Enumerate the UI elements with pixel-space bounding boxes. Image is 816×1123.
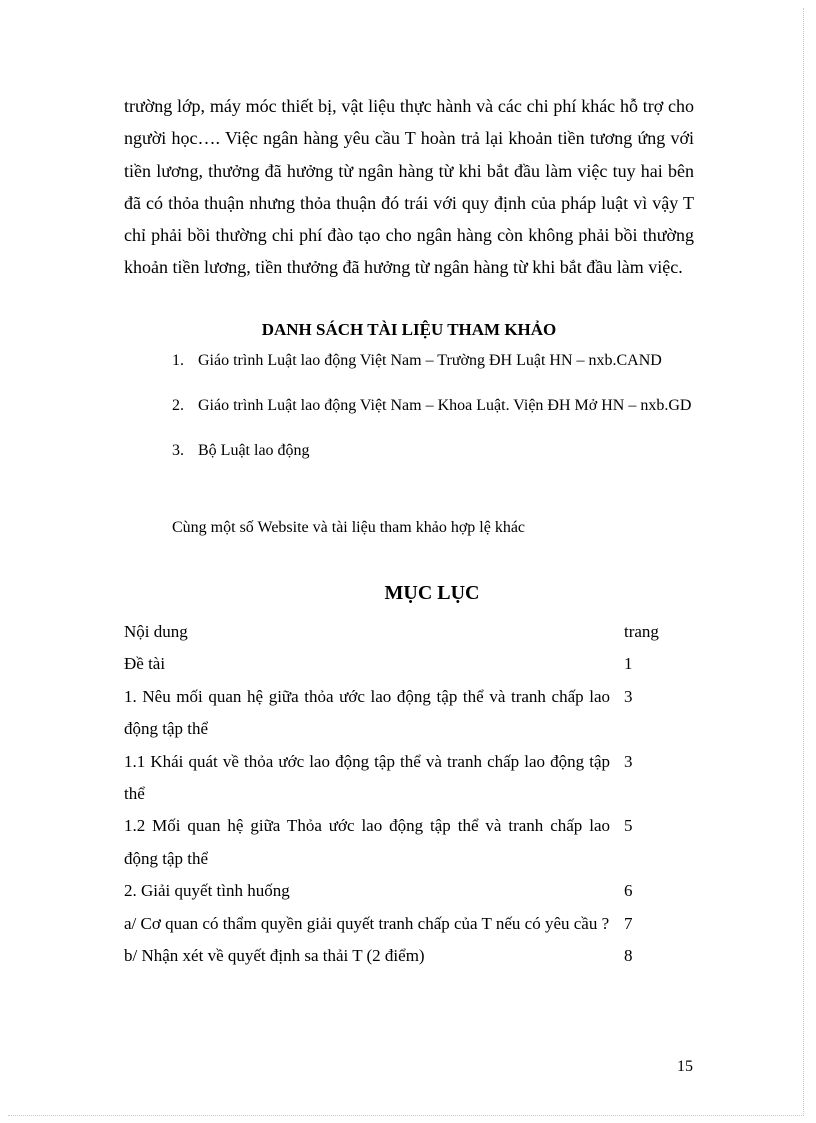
toc-entry-page: 3 — [624, 686, 633, 706]
toc-entry-page: 3 — [624, 751, 633, 771]
toc-row — [124, 940, 684, 972]
toc-entry-page: 5 — [624, 816, 633, 836]
references-title: DANH SÁCH TÀI LIỆU THAM KHẢO — [261, 320, 557, 339]
toc-entry-page: 7 — [624, 913, 633, 933]
toc-row — [124, 746, 684, 811]
toc-row — [124, 875, 684, 907]
toc-entry-text: Đề tài — [124, 654, 166, 674]
toc-entry-text: 1.1 Khái quát về thỏa ước lao động tập thể và tranh chấp lao động tập thể — [124, 751, 610, 804]
reference-number: 3. — [172, 442, 184, 459]
toc-entry-text: 1. Nêu mối quan hệ giữa thỏa ước lao động tập thể và tranh chấp lao động tập thể — [124, 686, 610, 739]
toc-row — [124, 648, 684, 680]
toc-entry-page: 1 — [624, 654, 633, 674]
references-list — [172, 350, 694, 461]
toc-row — [124, 681, 684, 746]
toc-row — [124, 810, 684, 875]
reference-text: Giáo trình Luật lao động Việt Nam – Trường ĐH Luật HN – nxb.CAND — [198, 352, 662, 369]
references-note: Cùng một số Website và tài liệu tham khảo hợp lệ khác — [172, 519, 526, 536]
toc-entry-text: 2. Giải quyết tình huống — [124, 881, 290, 901]
toc-header-row — [124, 616, 684, 648]
reference-item-1 — [172, 350, 694, 371]
intro-paragraph: trường lớp, máy móc thiết bị, vật liệu thực hành và các chi phí khác hỗ trợ cho người học…. Việc ngân hàng yêu cầu T hoàn trả lại khoản tiền tương ứng với tiền lương, thưởng đã hưởng từ ngân hàng từ khi bắt đầu làm việc tuy hai bên đã có thỏa thuận nhưng thỏa thuận đó trái với quy định của pháp luật vì vậy T chỉ phải bồi thường chi phí đào tạo cho ngân hàng còn không phải bồi thường khoản tiền lương, tiền thưởng đã hưởng từ ngân hàng từ khi bắt đầu làm việc. — [124, 96, 694, 278]
toc-entry-text: a/ Cơ quan có thẩm quyền giải quyết tranh chấp của T nếu có yêu cầu ? — [124, 913, 610, 933]
reference-number: 1. — [172, 352, 184, 369]
reference-item-3 — [172, 440, 694, 461]
toc-row — [124, 908, 684, 940]
toc-header-content: Nội dung — [124, 622, 188, 641]
toc-entry-page: 6 — [624, 881, 633, 901]
page-number: 15 — [677, 1058, 693, 1075]
reference-number: 2. — [172, 397, 184, 414]
reference-text: Giáo trình Luật lao động Việt Nam – Khoa Luật. Viện ĐH Mở HN – nxb.GD — [198, 397, 692, 414]
toc-title: MỤC LỤC — [384, 582, 480, 604]
toc-entry-text: b/ Nhận xét về quyết định sa thải T (2 điểm) — [124, 946, 425, 966]
toc-entry-page: 8 — [624, 946, 633, 966]
toc-entry-text: 1.2 Mối quan hệ giữa Thỏa ước lao động tập thể và tranh chấp lao động tập thể — [124, 816, 610, 868]
reference-item-2 — [172, 395, 694, 416]
reference-text: Bộ Luật lao động — [198, 442, 310, 459]
toc-header-page: trang — [624, 622, 659, 641]
table-of-contents — [124, 616, 684, 972]
